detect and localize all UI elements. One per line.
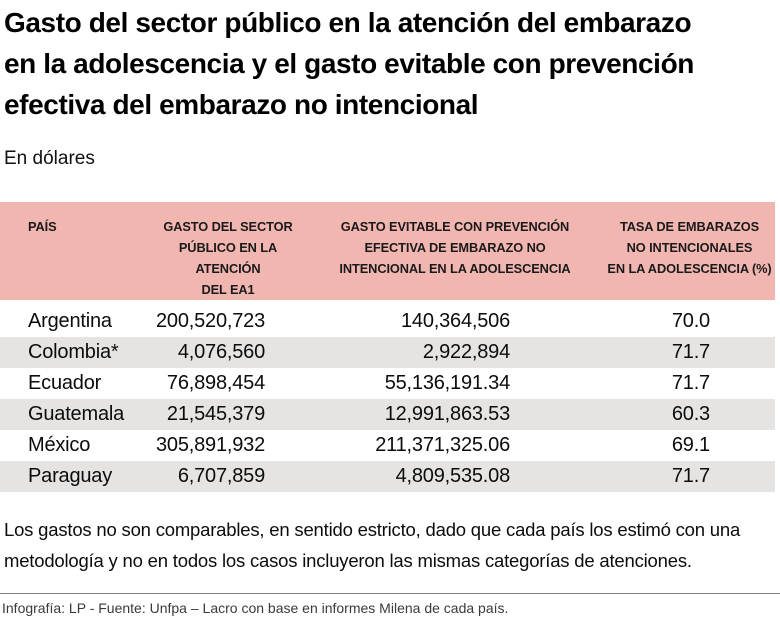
cell-tasa: 71.7 <box>604 461 775 492</box>
cell-pais: Paraguay <box>0 461 150 492</box>
cell-tasa: 70.0 <box>671 310 710 332</box>
table-row-guatemala <box>0 399 775 430</box>
table-row-paraguay <box>0 461 775 492</box>
infographic <box>0 2 780 616</box>
cell-evitable: 140,364,506 <box>400 310 510 332</box>
cell-gasto: 76,898,454 <box>166 372 265 394</box>
header-line: DEL EA1 <box>201 282 255 297</box>
header-line: PAÍS <box>28 219 57 234</box>
cell-evitable: 2,922,894 <box>306 337 604 368</box>
cell-gasto: 200,520,723 <box>155 310 265 332</box>
column-header-pais <box>0 202 150 300</box>
divider-line <box>0 593 780 594</box>
cell-gasto: 4,076,560 <box>150 337 306 368</box>
footnote-line-2: metodología y no en todos los casos incluyeron las mismas categorías de atenciones. <box>4 550 692 571</box>
cell-gasto: 305,891,932 <box>155 434 265 456</box>
table-row-colombia <box>0 337 775 368</box>
cell-pais: Colombia* <box>0 337 150 368</box>
header-line: PÚBLICO EN LA ATENCIÓN <box>178 240 278 276</box>
data-table <box>0 202 775 492</box>
table-row-ecuador <box>0 368 775 399</box>
footnote-line-1: Los gastos no son comparables, en sentido estricto, dado que cada país los estimó con una <box>4 519 741 540</box>
column-header-gasto-sector-publico <box>150 202 306 300</box>
cell-tasa: 60.3 <box>604 399 775 430</box>
unit-label: En dólares <box>4 148 95 169</box>
table-row-argentina <box>0 300 775 337</box>
cell-pais: Guatemala <box>0 399 150 430</box>
header-line: TASA DE EMBARAZOS <box>619 219 760 234</box>
cell-pais: Ecuador <box>28 372 102 394</box>
header-line: INTENCIONAL EN LA ADOLESCENCIA <box>339 261 571 276</box>
header-line: EN LA ADOLESCENCIA (%) <box>607 261 772 276</box>
cell-tasa: 71.7 <box>671 372 710 394</box>
cell-gasto: 21,545,379 <box>150 399 306 430</box>
table-header-row <box>0 202 775 300</box>
cell-evitable: 12,991,863.53 <box>306 399 604 430</box>
page-title <box>4 2 780 125</box>
cell-gasto: 6,707,859 <box>150 461 306 492</box>
cell-tasa: 69.1 <box>671 434 710 456</box>
column-header-gasto-evitable <box>306 202 604 300</box>
header-line: GASTO EVITABLE CON PREVENCIÓN <box>340 219 570 234</box>
header-line: GASTO DEL SECTOR <box>163 219 293 234</box>
table-row-mexico <box>0 430 775 461</box>
column-header-tasa <box>604 202 775 300</box>
footnote <box>4 514 780 576</box>
cell-pais: Argentina <box>28 310 112 332</box>
source-line: Infografía: LP - Fuente: Unfpa – Lacro con base en informes Milena de cada país. <box>2 600 509 616</box>
header-line: EFECTIVA DE EMBARAZO NO <box>364 240 546 255</box>
title-line-3: efectiva del embarazo no intencional <box>4 89 479 120</box>
title-line-1: Gasto del sector público en la atención del embarazo <box>4 7 692 38</box>
cell-evitable: 211,371,325.06 <box>375 434 510 456</box>
cell-tasa: 71.7 <box>604 337 775 368</box>
header-line: NO INTENCIONALES <box>626 240 753 255</box>
cell-evitable: 55,136,191.34 <box>384 372 510 394</box>
cell-pais: México <box>28 434 91 456</box>
title-line-2: en la adolescencia y el gasto evitable con prevención <box>4 48 694 79</box>
cell-evitable: 4,809,535.08 <box>306 461 604 492</box>
